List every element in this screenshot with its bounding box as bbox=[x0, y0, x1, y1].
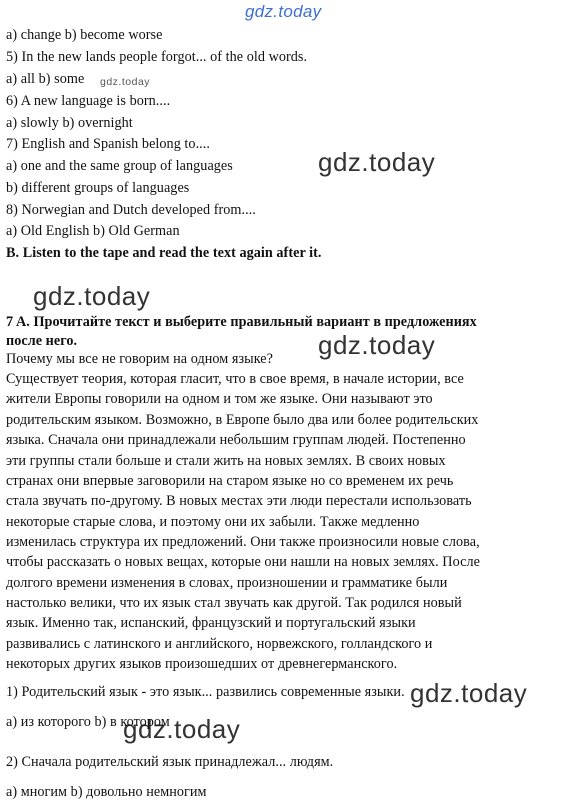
question-2: 2) Сначала родительский язык принадлежал... людям. bbox=[6, 754, 334, 770]
text-line: чтобы рассказать о новых вещах, которые они нашли на новых землях. После bbox=[6, 554, 480, 570]
watermark: gdz.today bbox=[318, 330, 436, 360]
watermark: gdz.today bbox=[318, 147, 436, 177]
task-b-instruction: B. Listen to the tape and read the text again after it. bbox=[6, 245, 322, 261]
text-line: некоторые старые слова, и поэтому они их забыли. Также медленно bbox=[6, 514, 420, 530]
answer-option-a: a) one and the same group of languages bbox=[6, 158, 233, 174]
exercise-7-heading: 7 A. Прочитайте текст и выберите правильный вариант в предложениях bbox=[6, 314, 477, 330]
question-2-options: а) многим b) довольно немногим bbox=[6, 784, 207, 800]
answer-options-line: a) change b) become worse bbox=[6, 27, 163, 43]
text-line: долгого времени изменения в словах, произношении и грамматике были bbox=[6, 575, 448, 591]
answer-options-line: a) Old English b) Old German bbox=[6, 223, 180, 239]
text-line: настолько велики, что их язык стал звучать как другой. Так родился новый bbox=[6, 595, 462, 611]
text-line: странах они впервые заговорили на старом языке но со временем их речь bbox=[6, 473, 454, 489]
watermark-top: gdz.today bbox=[245, 2, 322, 21]
question-8: 8) Norwegian and Dutch developed from.... bbox=[6, 202, 256, 218]
question-6: 6) A new language is born.... bbox=[6, 93, 171, 109]
text-line: жители Европы говорили на одном и том же языке. Они называют это bbox=[6, 391, 433, 407]
text-line: стала звучать по-другому. В новых местах эти люди перестали использовать bbox=[6, 493, 472, 509]
text-line: языка. Сначала они принадлежали небольшим группам людей. Постепенно bbox=[6, 432, 466, 448]
watermark-small: gdz.today bbox=[100, 76, 151, 88]
text-line: некоторых других языков произошедших от древнегерманского. bbox=[6, 656, 398, 672]
text-line: изменилась структура их предложений. Они также произносили новые слова, bbox=[6, 534, 480, 550]
text-line: родительским языком. Возможно, в Европе было два или более родительских bbox=[6, 412, 479, 428]
answer-options-line: a) slowly b) overnight bbox=[6, 115, 133, 131]
question-7: 7) English and Spanish belong to.... bbox=[6, 136, 210, 152]
answer-options-line: a) all b) some bbox=[6, 71, 85, 87]
exercise-7-heading-continued: после него. bbox=[6, 333, 78, 349]
question-1: 1) Родительский язык - это язык... развились современные языки. bbox=[6, 684, 405, 700]
text-line: язык. Именно так, испанский, французский и португальский языки bbox=[6, 615, 416, 631]
question-1-options: а) из которого b) в котором bbox=[6, 714, 170, 730]
watermark: gdz.today bbox=[33, 281, 151, 311]
watermark: gdz.today bbox=[123, 714, 241, 744]
text-title: Почему мы все не говорим на одном языке? bbox=[6, 351, 273, 367]
text-line: развивались с латинского и английского, норвежского, голландского и bbox=[6, 636, 433, 652]
watermark: gdz.today bbox=[410, 678, 528, 708]
question-5: 5) In the new lands people forgot... of the old words. bbox=[6, 49, 308, 65]
text-line: Существует теория, которая гласит, что в свое время, в начале истории, все bbox=[6, 371, 464, 387]
text-line: эти группы стали больше и стали жить на новых землях. В своих новых bbox=[6, 453, 446, 469]
answer-option-b: b) different groups of languages bbox=[6, 180, 190, 196]
